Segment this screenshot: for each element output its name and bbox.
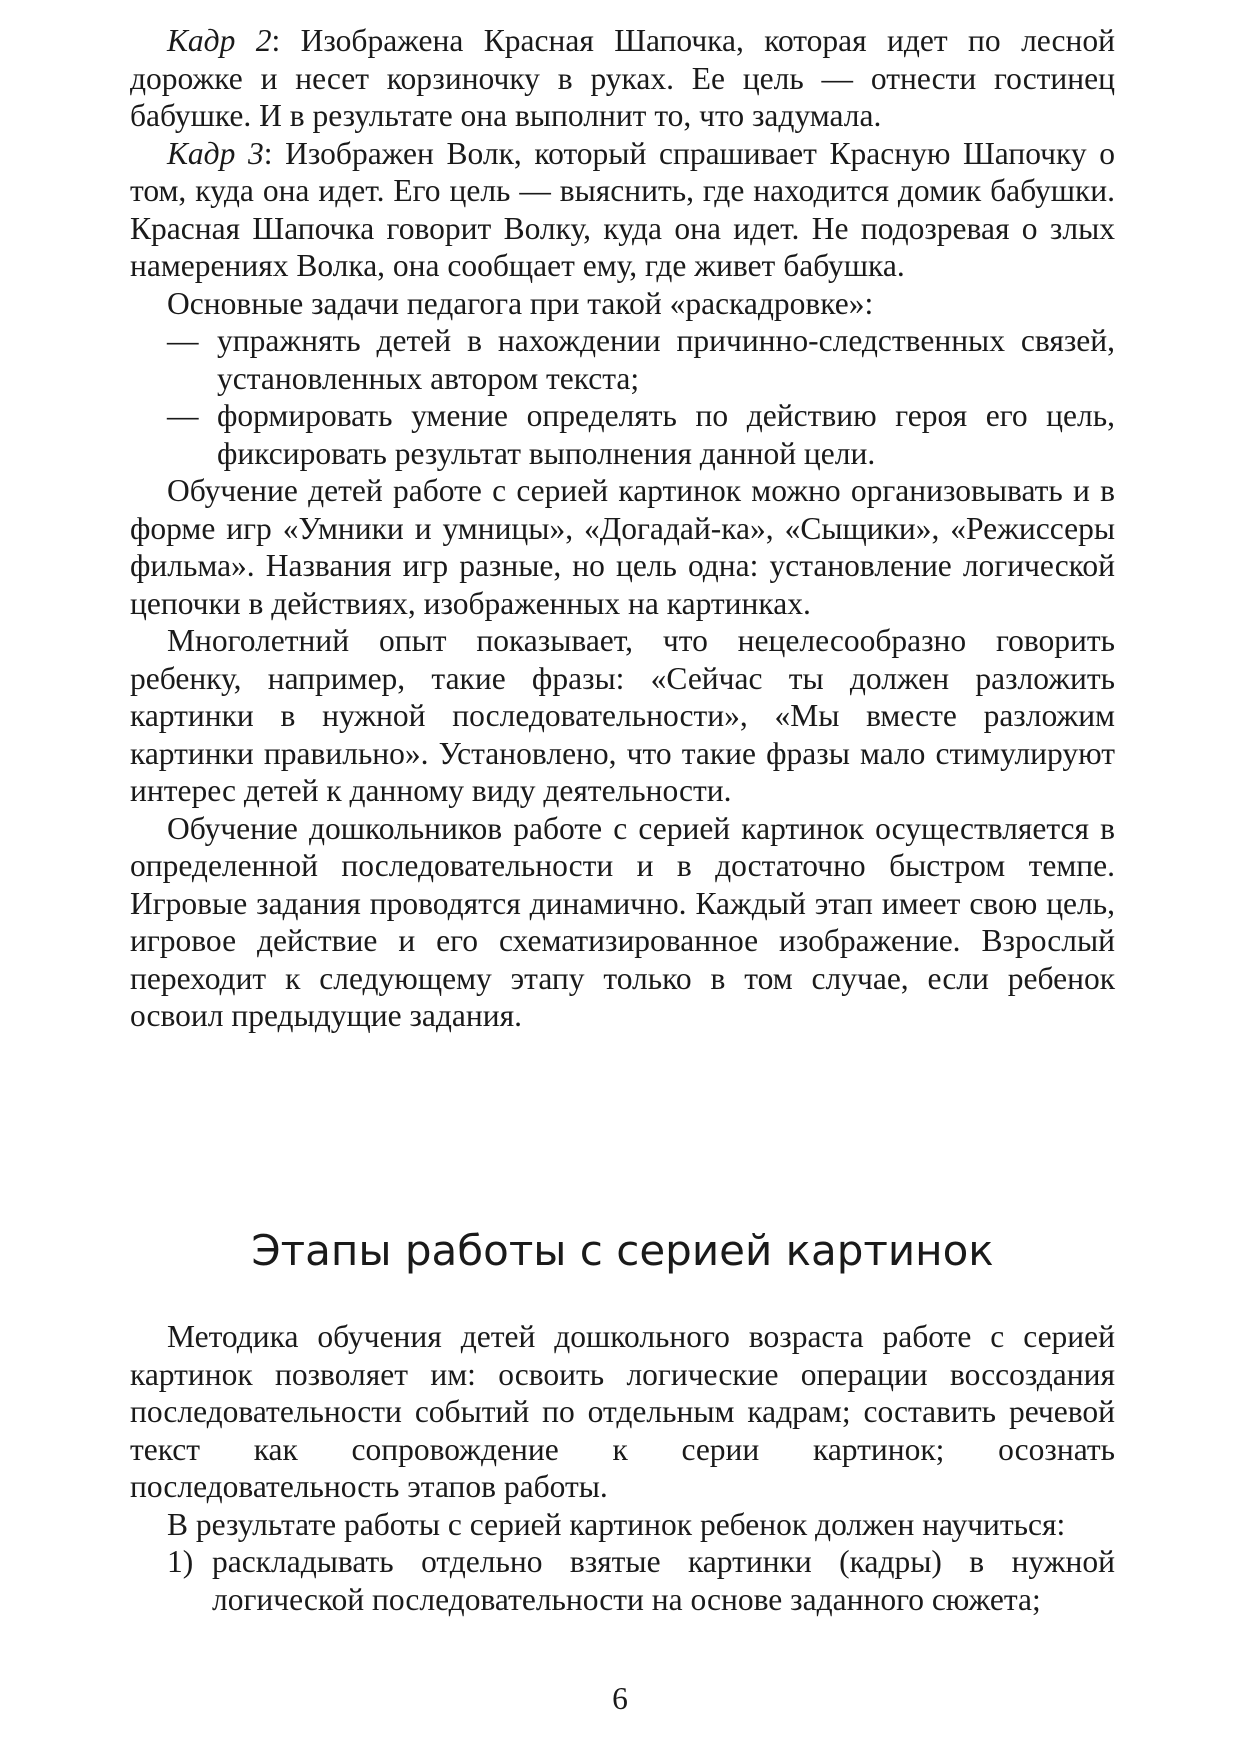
body-text — [130, 22, 1115, 1035]
list-item-text: упражнять детей в нахождении причинно-следственных связей, установленных автором текста; — [217, 323, 1115, 396]
paragraph: Обучение дошкольников работе с серией картинок осуществляется в определенной последовательности и в достаточно быстром темпе. Игровые задания проводятся динамично. Каждый этап имеет свою цель, игровое действие и его схематизированное изображение. Взрослый переходит к следующему этапу только в том случае, если ребенок освоил предыдущие задания. — [130, 810, 1115, 1033]
tasks-intro: Основные задачи педагога при такой «раскадровке»: — [167, 285, 874, 321]
paragraph: Методика обучения детей дошкольного возраста работе с серией картинок позволяет им: освоить логические операции воссоздания последовательности событий по отдельным кадрам; составить речевой текст как сопровождение к серии картинок; осознать последовательность этапов работы. — [130, 1319, 1115, 1504]
paragraph-text: : Изображен Волк, который спрашивает Красную Шапочку о том, куда она идет. Его цель — выяснить, где находится домик бабушки. Красная Шапочка говорит Волку, куда она идет. Не подозревая о злых намерениях Волка, она сообщает ему, где живет бабушка. — [130, 135, 1115, 283]
paragraph: Многолетний опыт показывает, что нецелесообразно говорить ребенку, например, такие фразы: «Сейчас ты должен разложить картинки в нужной последовательности», «Мы вместе разложим картинки правильно». Установлено, что такие фразы мало стимулируют интерес детей к данному виду деятельности. — [130, 623, 1115, 808]
list-item — [130, 322, 1115, 397]
frame-3-paragraph — [130, 135, 1115, 285]
list-item — [130, 397, 1115, 472]
paragraph: Обучение детей работе с серией картинок можно организовывать и в форме игр «Умники и умницы», «Догадай-ка», «Сыщики», «Режиссеры фильма». Названия игр разные, но цель одна: установление логической цепочки в действиях, изображенных на картинках. — [130, 473, 1115, 621]
list-item-text: формировать умение определять по действию героя его цель, фиксировать результат выполнения данной цели. — [217, 398, 1115, 471]
section-text — [130, 1318, 1115, 1618]
list-dash: — — [167, 398, 199, 433]
frame-label: Кадр 3 — [167, 135, 264, 171]
list-dash: — — [167, 323, 199, 358]
frame-label: Кадр 2 — [167, 23, 272, 58]
learning-list — [130, 1543, 1115, 1618]
frame-2-paragraph — [130, 22, 1115, 135]
list-item-text: раскладывать отдельно взятые картинки (кадры) в нужной логической последовательности на основе заданного сюжета; — [212, 1544, 1115, 1617]
paragraph-text: : Изображена Красная Шапочка, которая идет по лесной дорожке и несет корзиночку в руках. Ее цель — отнести гостинец бабушке. И в результате она выполнит то, что задумала. — [130, 23, 1115, 133]
page-number: 6 — [612, 1681, 628, 1716]
list-number: 1) — [167, 1544, 194, 1579]
tasks-list — [130, 322, 1115, 472]
paragraph: В результате работы с серией картинок ребенок должен научиться: — [167, 1506, 1066, 1542]
section-heading: Этапы работы с серией картинок — [251, 1226, 994, 1275]
list-item — [130, 1543, 1115, 1618]
